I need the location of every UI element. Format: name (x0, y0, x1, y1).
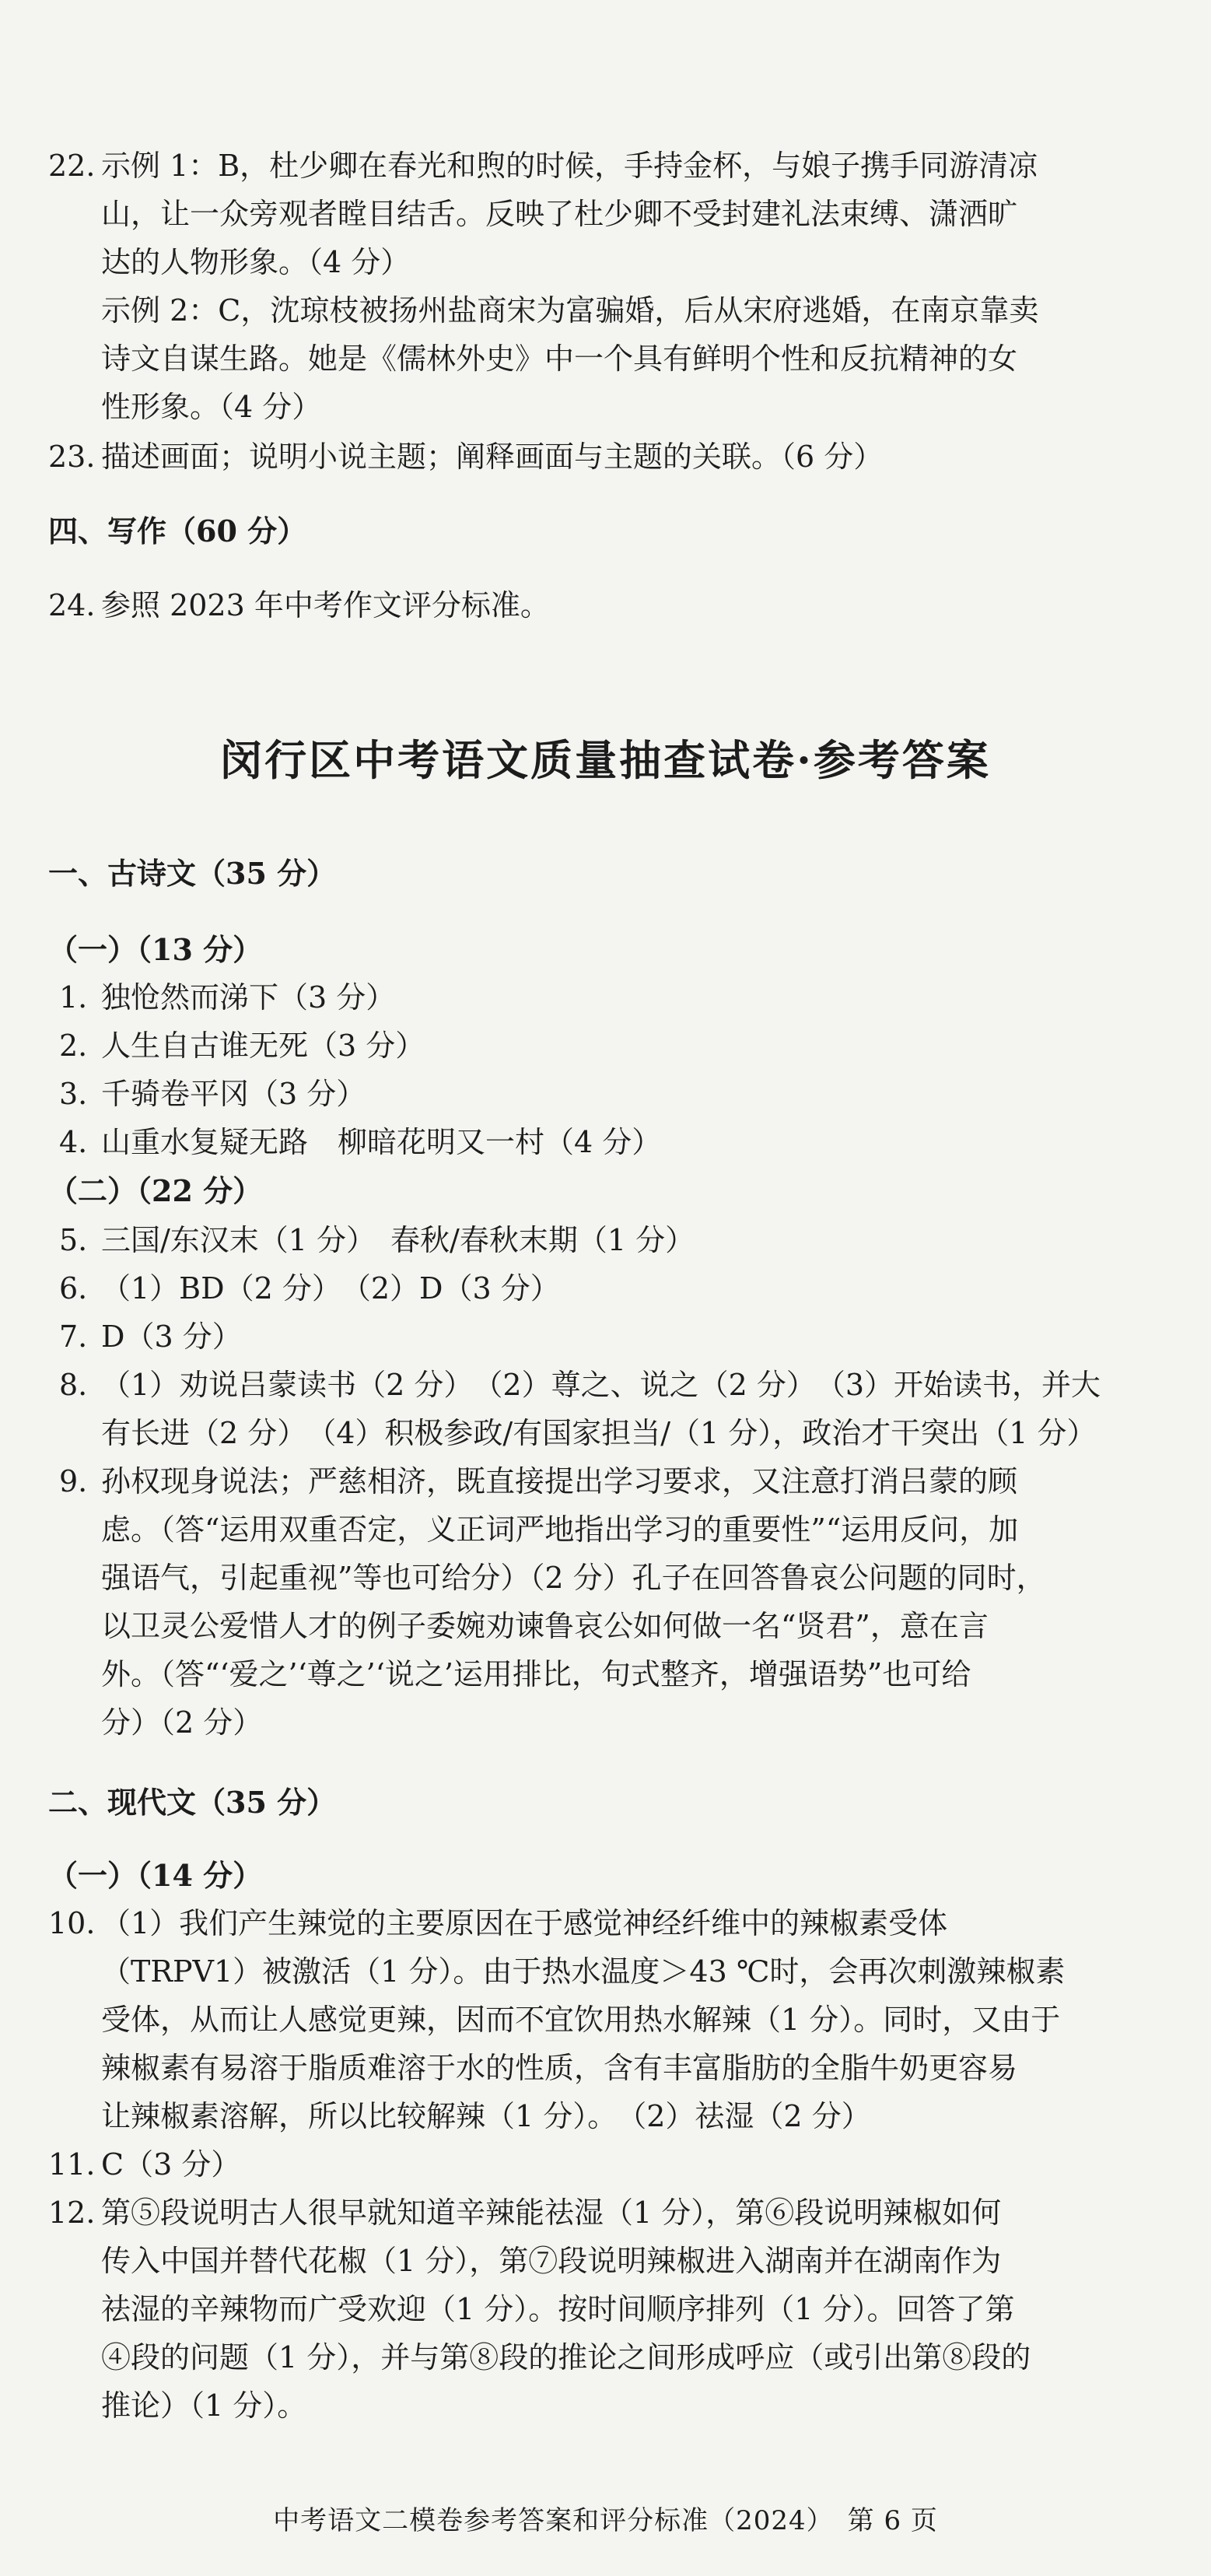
question-9 (48, 1457, 1168, 1747)
answer-text: 千骑卷平冈（3 分） (101, 1077, 366, 1111)
answer-text: 独怆然而涕下（3 分） (101, 980, 396, 1015)
answer-text: C（3 分） (101, 2147, 241, 2182)
answer-text: （1）劝说吕蒙读书（2 分） （2）尊之、说之（2 分） （3）开始读书，并大 有长进（2 分） （4）积极参政/有国家担当/（1 分），政治才干突出（1 分） (101, 1368, 1101, 1450)
answer-text: 山重水复疑无路 柳暗花明又一村（4 分） (101, 1125, 662, 1159)
section-heading: 二、现代文（35 分） (48, 1785, 337, 1820)
answer-text: 参照 2023 年中考作文评分标准。 (101, 588, 550, 622)
question-1 (48, 973, 1168, 1022)
answer-text: （1）BD（2 分） （2）D（3 分） (101, 1271, 560, 1306)
question-number: 4. (59, 1125, 88, 1159)
question-number: 2. (59, 1029, 88, 1063)
section-heading: 一、古诗文（35 分） (48, 856, 337, 891)
question-6 (48, 1264, 1168, 1313)
answer-text: 第⑤段说明古人很早就知道辛辣能祛湿（1 分），第⑥段说明辣椒如何 传入中国并替代花椒（1 分），第⑦段说明辣椒进入湖南并在湖南作为 祛湿的辛辣物而广受欢迎（1 分）。按时间顺序排列（1 分）。回答了第 ④段的问题（1 分），并与第⑧段的推论之间形成呼应（或引出第⑧段的 推论）（1 分）。 (101, 2196, 1031, 2423)
answer-text: 人生自古谁无死（3 分） (101, 1029, 425, 1063)
answer-text: D（3 分） (101, 1320, 242, 1354)
answer-text: （1）我们产生辣觉的主要原因在于感觉神经纤维中的辣椒素受体 （TRPV1）被激活（1 分）。由于热水温度＞43 ℃时，会再次刺激辣椒素 受体，从而让人感觉更辣，因而不宜饮用热水解辣（1 分）。同时，又由于 辣椒素有易溶于脂质难溶于水的性质，含有丰富脂肪的全脂牛奶更容易 让辣椒素溶解，所以比较解辣（1 分）。 （2）祛湿（2 分） (101, 1906, 1066, 2133)
answer-text: 描述画面；说明小说主题；阐释画面与主题的关联。（6 分） (101, 440, 884, 474)
question-2 (48, 1022, 1168, 1070)
subsection-heading: （二）（22 分） (48, 1173, 263, 1208)
page-title: 闵行区中考语文质量抽查试卷·参考答案 (220, 735, 991, 785)
question-3 (48, 1070, 1168, 1118)
question-23 (48, 433, 1168, 481)
question-number: 12. (48, 2196, 96, 2230)
question-number: 8. (59, 1368, 88, 1402)
answer-text: 三国/东汉末（1 分） 春秋/春秋末期（1 分） (101, 1223, 695, 1257)
answer-text: 孙权现身说法；严慈相济，既直接提出学习要求，又注意打消吕蒙的顾 虑。（答“运用双重否定，义正词严地指出学习的重要性”“运用反问，加 强语气，引起重视”等也可给分）（2 分）孔子在回答鲁哀公问题的同时， 以卫灵公爱惜人才的例子委婉劝谏鲁哀公如何做一名“贤君”，意在言 外。（答“‘爱之’‘尊之’‘说之’运用排比，句式整齐，增强语势”也可给 分）（2 分） (101, 1464, 1046, 1740)
question-8 (48, 1361, 1168, 1457)
answer-text: 示例 2：C，沈琼枝被扬州盐商宋为富骗婚，后从宋府逃婚，在南京靠卖 诗文自谋生路。她是《儒林外史》中一个具有鲜明个性和反抗精神的女 性形象。（4 分） (101, 293, 1039, 424)
question-number: 24. (48, 588, 96, 622)
question-11 (48, 2140, 1168, 2189)
question-number: 22. (48, 149, 96, 183)
question-5 (48, 1216, 1168, 1264)
question-24 (48, 581, 1168, 629)
question-number: 7. (59, 1320, 88, 1354)
subsection-heading: （一）（14 分） (48, 1858, 263, 1893)
question-22 (48, 142, 1168, 431)
question-number: 6. (59, 1271, 88, 1306)
question-4 (48, 1118, 1168, 1166)
page-footer: 中考语文二模卷参考答案和评分标准（2024） 第 6 页 (273, 2505, 938, 2536)
subsection-heading: （一）（13 分） (48, 932, 263, 967)
question-number: 5. (59, 1223, 88, 1257)
question-number: 23. (48, 440, 96, 474)
question-number: 9. (59, 1464, 88, 1498)
question-number: 10. (48, 1906, 96, 1940)
question-10 (48, 1899, 1168, 2140)
question-7 (48, 1313, 1168, 1361)
question-number: 1. (59, 980, 88, 1015)
answer-text: 示例 1：B，杜少卿在春光和煦的时候，手持金杯，与娘子携手同游清凉 山，让一众旁观者瞠目结舌。反映了杜少卿不受封建礼法束缚、潇洒旷 达的人物形象。（4 分） (101, 149, 1038, 279)
section-heading: 四、写作（60 分） (48, 513, 307, 548)
question-number: 11. (48, 2147, 96, 2182)
question-12 (48, 2189, 1168, 2430)
question-number: 3. (59, 1077, 88, 1111)
